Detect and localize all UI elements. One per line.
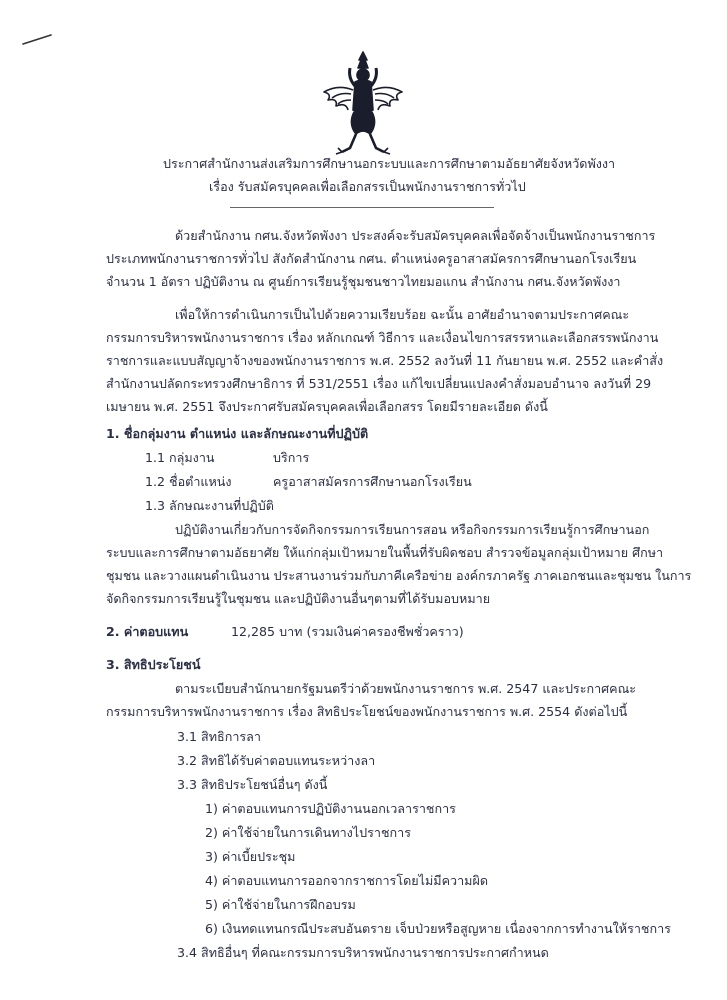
benefit-subitem: 1) ค่าตอบแทนการปฏิบัติงานนอกเวลาราชการ [205,801,456,816]
benefit-item: 3.3 สิทธิประโยชน์อื่นๆ ดังนี้ [177,777,328,792]
section1-heading: 1. ชื่อกลุ่มงาน ตำแหน่ง และลักษณะงานที่ปฏิบัติ [106,426,369,441]
benefit-subitem: 2) ค่าใช้จ่ายในการเดินทางไปราชการ [205,825,411,840]
benefit-item: 3.1 สิทธิการลา [177,729,261,744]
benefit-subitem: 5) ค่าใช้จ่ายในการฝึกอบรม [205,897,356,912]
benefit-subitem: 4) ค่าตอบแทนการออกจากราชการโดยไม่มีความผิด [205,873,489,888]
basis-line: เมษายน พ.ศ. 2551 จึงประกาศรับสมัครบุคคลเพื่อเลือกสรร โดยมีรายละเอียด ดังนี้ [106,399,548,414]
benefit-item: 3.2 สิทธิได้รับค่าตอบแทนระหว่างลา [177,753,376,768]
basis-line: กรรมการบริหารพนักงานราชการ เรื่อง หลักเกณฑ์ วิธีการ และเงื่อนไขการสรรหาและเลือกสรรพนักงาน [106,330,659,345]
benefits-intro-line: กรรมการบริหารพนักงานราชการ เรื่อง สิทธิประโยชน์ของพนักงานราชการ พ.ศ. 2554 ดังต่อไปนี้ [106,704,628,719]
duties-line: ปฏิบัติงานเกี่ยวกับการจัดกิจกรรมการเรียนการสอน หรือกิจกรรมการเรียนรู้การศึกษานอก [175,522,650,537]
section1-row-value: บริการ [273,450,310,465]
garuda-emblem [318,48,408,158]
compensation-amount: 12,285 บาท (รวมเงินค่าครองชีพชั่วคราว) [231,624,464,639]
benefits-intro-line: ตามระเบียบสำนักนายกรัฐมนตรีว่าด้วยพนักงานราชการ พ.ศ. 2547 และประกาศคณะ [175,681,637,696]
duties-line: ชุมชน และวางแผนดำเนินงาน ประสานงานร่วมกับภาคีเครือข่าย องค์กรภาครัฐ ภาคเอกชนและชุมชน ในการ [106,568,692,583]
intro-line: ประเภทพนักงานราชการทั่วไป สังกัดสำนักงาน กศน. ตำแหน่งครูอาสาสมัครการศึกษานอกโรงเรียน [106,251,637,266]
duties-line: ระบบและการศึกษาตามอัธยาศัย ให้แก่กลุ่มเป้าหมายในพื้นที่รับผิดชอบ สำรวจข้อมูลกลุ่มเป้าหมาย ศึกษา [106,545,664,560]
announcement-subject: เรื่อง รับสมัครบุคคลเพื่อเลือกสรรเป็นพนักงานราชการทั่วไป [209,179,526,194]
title-underline [230,207,494,208]
section1-duties-label: 1.3 ลักษณะงานที่ปฏิบัติ [145,498,274,513]
benefit-item: 3.4 สิทธิอื่นๆ ที่คณะกรรมการบริหารพนักงานราชการประกาศกำหนด [177,945,549,960]
intro-line: ด้วยสำนักงาน กศน.จังหวัดพังงา ประสงค์จะรับสมัครบุคคลเพื่อจัดจ้างเป็นพนักงานราชการ [175,228,656,243]
section3-heading: 3. สิทธิประโยชน์ [106,657,201,672]
duties-line: จัดกิจกรรมการเรียนรู้ในชุมชน และปฏิบัติงานอื่นๆตามที่ได้รับมอบหมาย [106,591,491,606]
section1-row-value: ครูอาสาสมัครการศึกษานอกโรงเรียน [273,474,472,489]
basis-line: ราชการและแบบสัญญาจ้างของพนักงานราชการ พ.ศ. 2552 ลงวันที่ 11 กันยายน พ.ศ. 2552 และคำสั่ง [106,353,664,368]
section1-row-label: 1.1 กลุ่มงาน [145,450,215,465]
section1-row-label: 1.2 ชื่อตำแหน่ง [145,474,232,489]
intro-line: จำนวน 1 อัตรา ปฏิบัติงาน ณ ศูนย์การเรียนรู้ชุมชนชาวไทยมอแกน สำนักงาน กศน.จังหวัดพังงา [106,274,621,289]
announcement-title: ประกาศสำนักงานส่งเสริมการศึกษานอกระบบและการศึกษาตามอัธยาศัยจังหวัดพังงา [163,156,616,171]
basis-line: สำนักงานปลัดกระทรวงศึกษาธิการ ที่ 531/2551 เรื่อง แก้ไขเปลี่ยนแปลงคำสั่งมอบอำนาจ ลงวันที่ 29 [106,376,652,391]
basis-line: เพื่อให้การดำเนินการเป็นไปด้วยความเรียบร้อย ฉะนั้น อาศัยอำนาจตามประกาศคณะ [175,307,630,322]
benefit-subitem: 6) เงินทดแทนกรณีประสบอันตราย เจ็บป่วยหรือสูญหาย เนื่องจากการทำงานให้ราชการ [205,921,671,936]
section2-heading: 2. ค่าตอบแทน [106,624,189,639]
benefit-subitem: 3) ค่าเบี้ยประชุม [205,849,296,864]
pen-mark [22,33,52,45]
